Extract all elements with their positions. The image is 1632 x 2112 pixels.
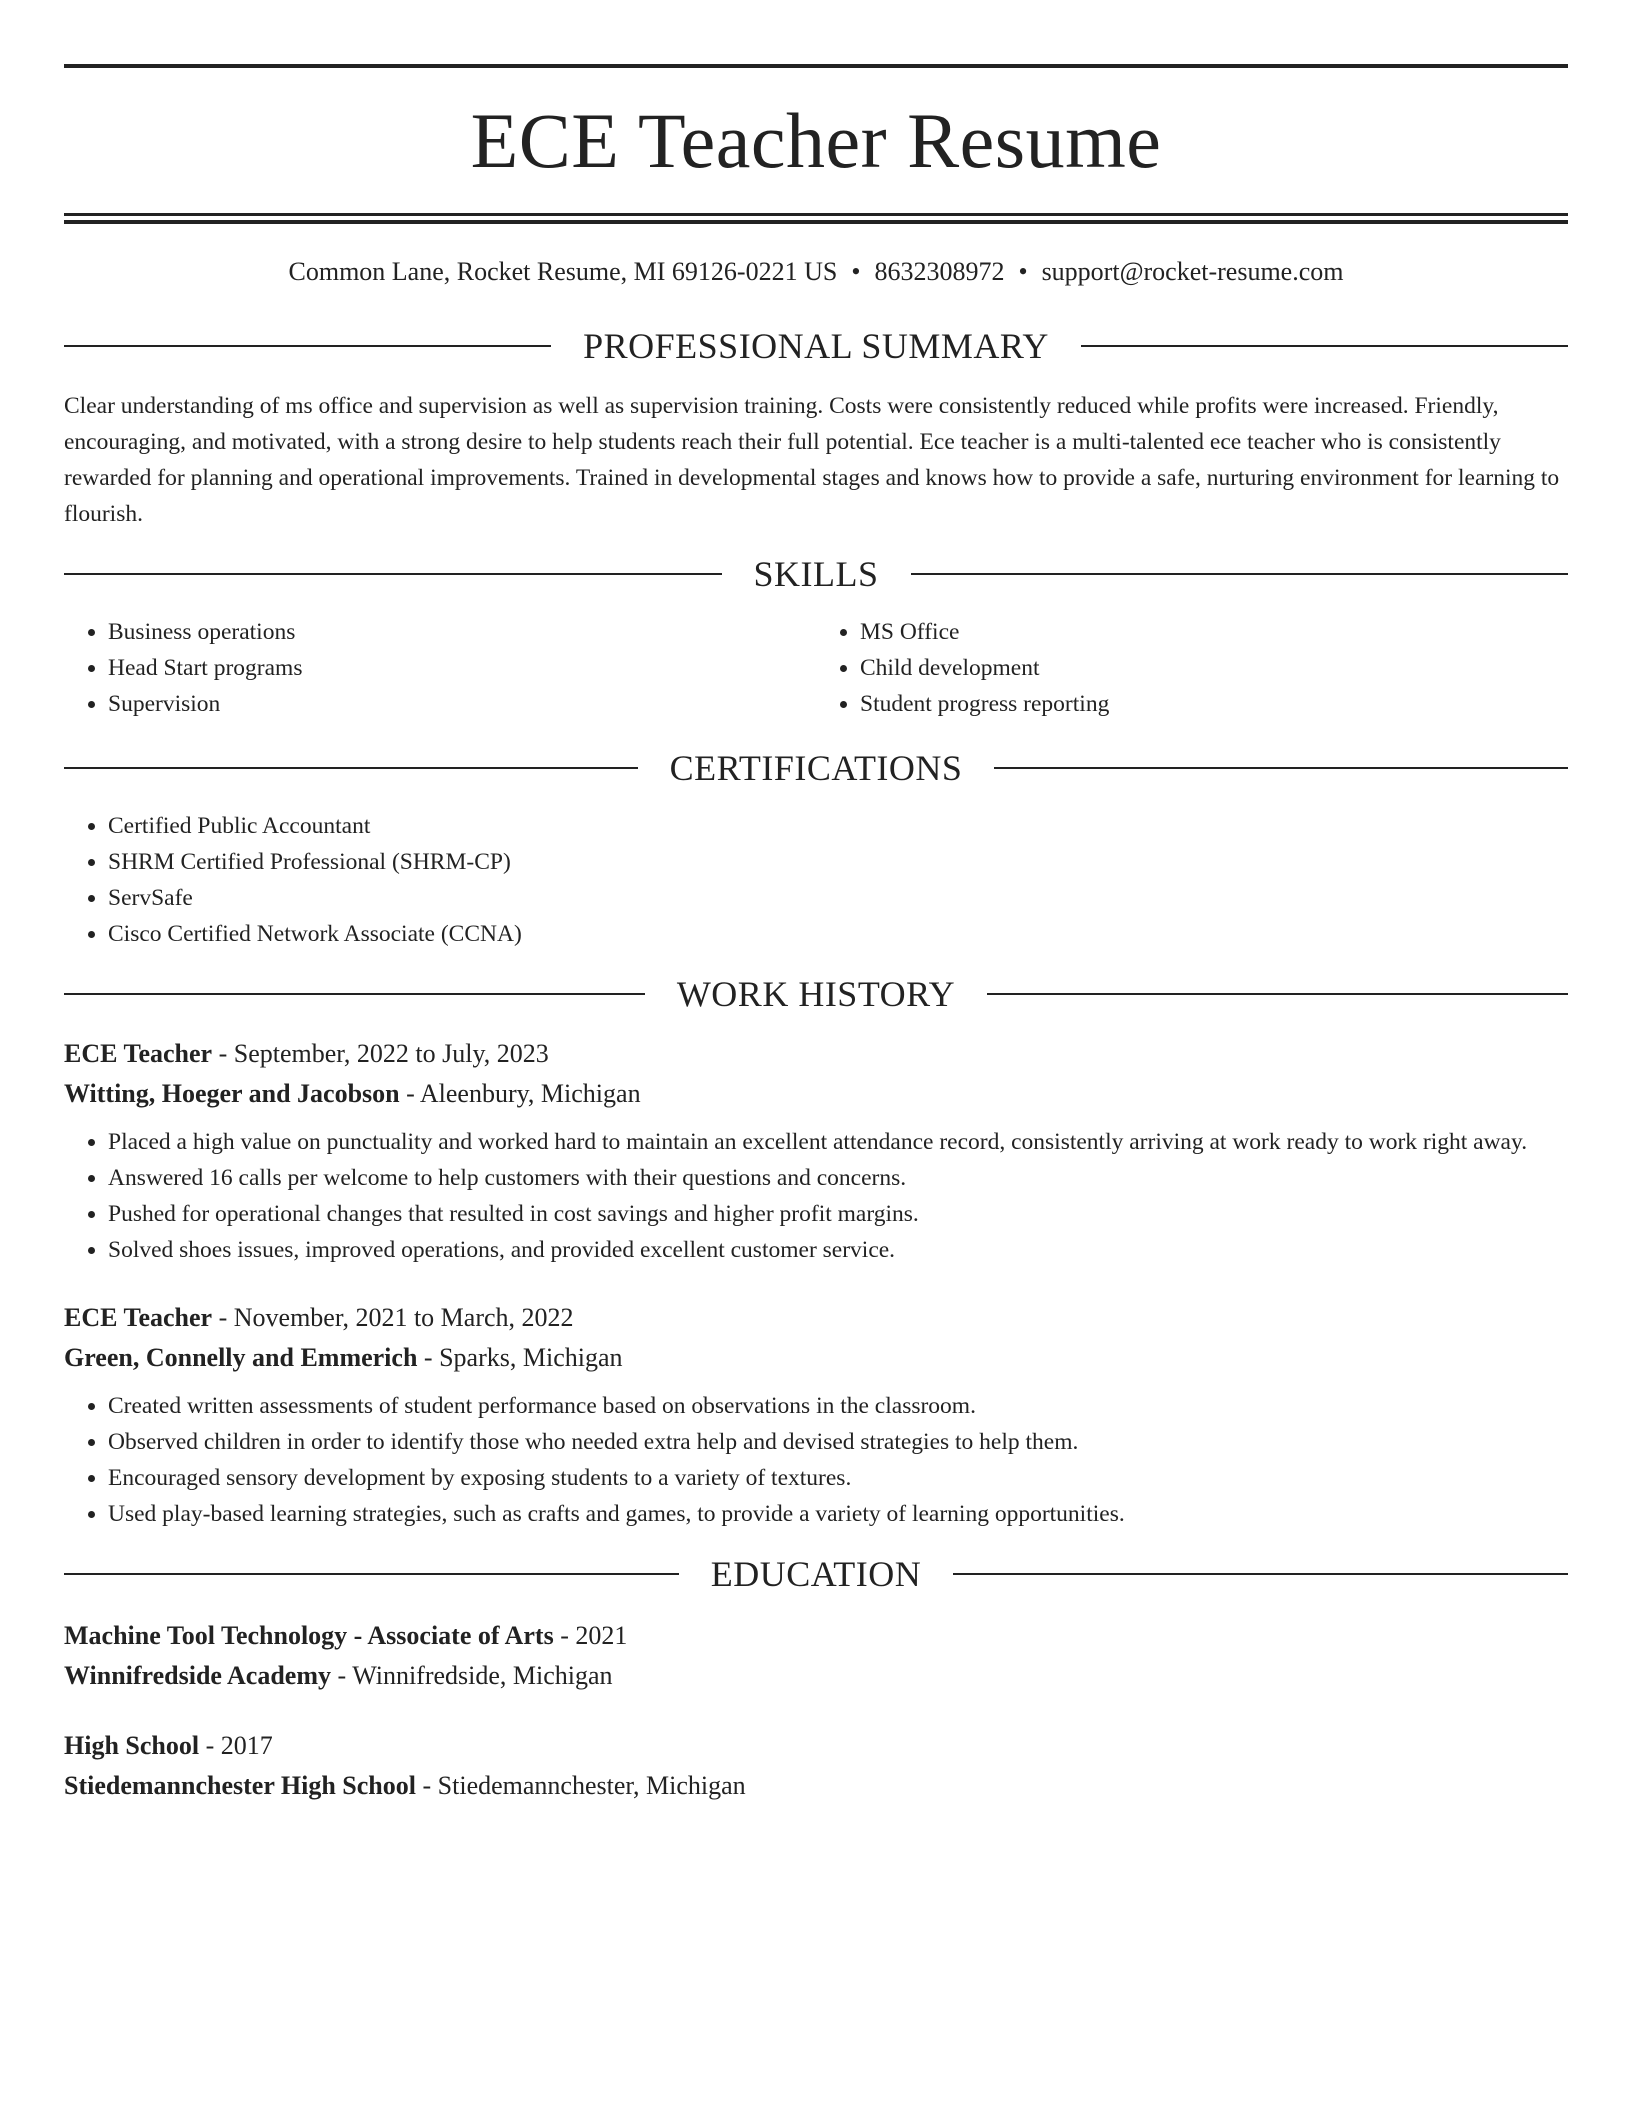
summary-text: Clear understanding of ms office and supervision as well as supervision training. Costs were consistently reduced while profits were increased. Friendly, encouraging, and motivated, with a strong desire to help students reach their full potential. Ece teacher is a multi-talented ece teacher who is consistently rewarded for planning and operational improvements. Trained in developmental stages and knows how to provide a safe, nurturing environment for learning to flourish.: [64, 393, 1560, 527]
dash: -: [212, 1039, 234, 1068]
job-bullets: [64, 1124, 1568, 1268]
section-rule: [64, 1573, 679, 1575]
skills-list: [64, 614, 1568, 722]
job-bullet: • Used play-based learning strategies, such as crafts and games, to provide a variety of learning opportunities.: [108, 1496, 1568, 1532]
job-bullet: • Pushed for operational changes that resulted in cost savings and higher profit margins.: [108, 1196, 1568, 1232]
skill-item: • Supervision: [108, 686, 816, 722]
education-school: Stiedemannchester High School: [64, 1771, 416, 1800]
section-rule: [911, 573, 1569, 575]
education-school-line: [64, 1656, 1568, 1696]
education-school-line: [64, 1766, 1568, 1806]
job-company-line: [64, 1074, 1568, 1114]
section-certifications-header: [64, 748, 1568, 788]
resume-page: [64, 64, 1568, 1806]
job-bullet: • Encouraged sensory development by exposing students to a variety of textures.: [108, 1460, 1568, 1496]
dash: -: [331, 1661, 353, 1690]
title-double-rule: [64, 213, 1568, 224]
section-title: SKILLS: [753, 554, 879, 594]
skills-column-left: [64, 614, 816, 722]
skills-column-right: [816, 614, 1568, 722]
education-year: 2021: [575, 1621, 628, 1650]
section-skills-header: [64, 554, 1568, 594]
dash: -: [212, 1303, 234, 1332]
section-rule: [64, 993, 645, 995]
resume-title: ECE Teacher Resume: [470, 97, 1162, 184]
section-rule: [987, 993, 1568, 995]
dash: -: [199, 1731, 221, 1760]
section-title: EDUCATION: [710, 1554, 922, 1594]
dash: -: [415, 1771, 438, 1800]
skill-item: • Child development: [860, 650, 1568, 686]
section-rule: [64, 345, 551, 347]
section-work-header: [64, 974, 1568, 1014]
section-title: PROFESSIONAL SUMMARY: [583, 326, 1049, 366]
contact-email[interactable]: support@rocket-resume.com: [1041, 257, 1344, 286]
job-title: ECE Teacher: [64, 1039, 213, 1068]
certification-item: • SHRM Certified Professional (SHRM-CP): [108, 844, 1568, 880]
job-company: Witting, Hoeger and Jacobson: [64, 1079, 400, 1108]
section-rule: [994, 767, 1568, 769]
education-year: 2017: [220, 1731, 273, 1760]
education-degree-line: [64, 1616, 1568, 1656]
certifications-list: [64, 808, 1568, 952]
section-rule: [64, 767, 638, 769]
top-rule: [64, 64, 1568, 68]
job-bullet: • Answered 16 calls per welcome to help customers with their questions and concerns.: [108, 1160, 1568, 1196]
skill-item: • Student progress reporting: [860, 686, 1568, 722]
job-title-line: [64, 1298, 1568, 1338]
certification-item: • Cisco Certified Network Associate (CCNA): [108, 916, 1568, 952]
education-school: Winnifredside Academy: [64, 1661, 332, 1690]
contact-separator: •: [851, 257, 861, 286]
job-title-line: [64, 1034, 1568, 1074]
education-entry: [64, 1726, 1568, 1806]
job-bullet: • Solved shoes issues, improved operations, and provided excellent customer service.: [108, 1232, 1568, 1268]
contact-address: Common Lane, Rocket Resume, MI 69126-0221 US: [288, 257, 838, 286]
contact-phone: 8632308972: [874, 257, 1005, 286]
education-location: Winnifredside, Michigan: [352, 1661, 613, 1690]
section-title: WORK HISTORY: [676, 974, 956, 1014]
section-title: CERTIFICATIONS: [669, 748, 963, 788]
section-education-header: [64, 1554, 1568, 1594]
education-degree: High School: [64, 1731, 200, 1760]
job-entry: [64, 1298, 1568, 1532]
certification-item: • Certified Public Accountant: [108, 808, 1568, 844]
job-company-line: [64, 1338, 1568, 1378]
education-degree: Machine Tool Technology - Associate of Arts: [64, 1621, 554, 1650]
job-bullet: • Observed children in order to identify those who needed extra help and devised strategies to help them.: [108, 1424, 1568, 1460]
dash: -: [417, 1343, 440, 1372]
education-entry: [64, 1616, 1568, 1696]
job-bullets: [64, 1388, 1568, 1532]
section-rule: [64, 573, 722, 575]
job-location: Aleenbury, Michigan: [419, 1079, 641, 1108]
dash: -: [553, 1621, 576, 1650]
section-rule: [953, 1573, 1568, 1575]
job-bullet: • Placed a high value on punctuality and worked hard to maintain an excellent attendance record, consistently arriving at work ready to work right away.: [108, 1124, 1568, 1160]
contact-line: [64, 256, 1568, 288]
skill-item: • Business operations: [108, 614, 816, 650]
job-location: Sparks, Michigan: [439, 1343, 623, 1372]
contact-separator: •: [1018, 257, 1028, 286]
education-degree-line: [64, 1726, 1568, 1766]
job-title: ECE Teacher: [64, 1303, 213, 1332]
section-summary-header: [64, 326, 1568, 366]
job-company: Green, Connelly and Emmerich: [64, 1343, 418, 1372]
certification-item: • ServSafe: [108, 880, 1568, 916]
job-bullet: • Created written assessments of student performance based on observations in the classroom.: [108, 1388, 1568, 1424]
section-rule: [1081, 345, 1568, 347]
job-dates: September, 2022 to July, 2023: [233, 1039, 549, 1068]
education-location: Stiedemannchester, Michigan: [437, 1771, 746, 1800]
skill-item: • MS Office: [860, 614, 1568, 650]
job-entry: [64, 1034, 1568, 1268]
dash: -: [399, 1079, 420, 1108]
job-dates: November, 2021 to March, 2022: [233, 1303, 574, 1332]
skill-item: • Head Start programs: [108, 650, 816, 686]
